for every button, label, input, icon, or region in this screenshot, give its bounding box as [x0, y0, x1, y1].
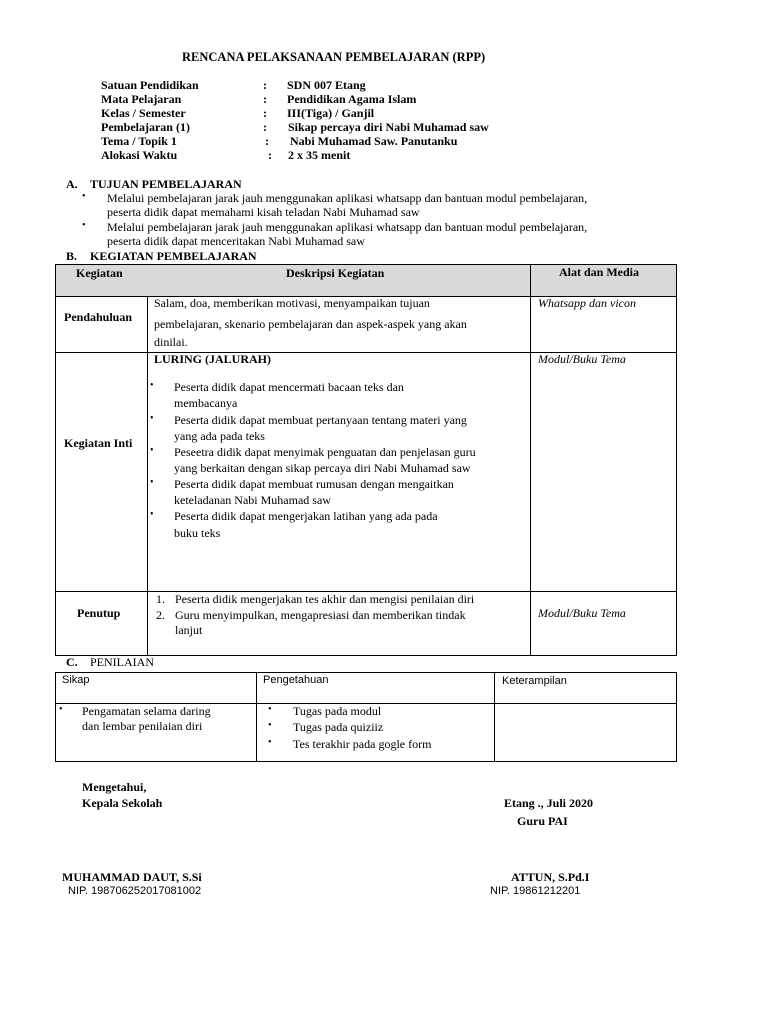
bullet-icon: • [268, 704, 272, 715]
signature-role: Kepala Sekolah [82, 796, 163, 810]
column-header: Alat dan Media [559, 265, 640, 279]
document-title: RENCANA PELAKSANAAN PEMBELAJARAN (RPP) [182, 50, 486, 64]
activity-step-line: keteladanan Nabi Muhamad saw [174, 493, 331, 507]
identity-separator: : [265, 134, 269, 148]
assessment-item: dan lembar penilaian diri [82, 719, 203, 733]
bullet-icon: • [82, 191, 86, 202]
activity-step-line: Peseetra didik dapat menyimak penguatan dan penjelasan guru [174, 445, 476, 459]
objective-line: Melalui pembelajaran jarak jauh menggunakan aplikasi whatsapp dan bantuan modul pembelajaran, [107, 220, 588, 234]
identity-label: Alokasi Waktu [101, 148, 178, 162]
identity-separator: : [263, 106, 267, 120]
activity-step-line: Peserta didik dapat membuat rumusan dengan mengaitkan [174, 477, 454, 491]
activity-label: Kegiatan Inti [64, 436, 133, 450]
table-rule [55, 672, 677, 673]
signature-nip: NIP. 198706252017081002 [68, 885, 202, 897]
column-header: Kegiatan [76, 266, 123, 280]
signature-place-date: Etang ., Juli 2020 [504, 796, 594, 810]
bullet-icon: • [59, 704, 63, 715]
table-rule [55, 264, 56, 656]
identity-value: Pendidikan Agama Islam [287, 92, 417, 106]
table-rule [676, 672, 677, 762]
bullet-icon: • [150, 413, 154, 424]
bullet-icon: • [150, 380, 154, 391]
table-rule [147, 296, 148, 656]
objective-line: peserta didik dapat memahami kisah teladan Nabi Muhamad saw [107, 205, 420, 219]
closing-step-number: 2. [156, 608, 165, 622]
signature-name: ATTUN, S.Pd.I [511, 870, 590, 884]
closing-step-number: 1. [156, 592, 165, 606]
identity-separator: : [263, 78, 267, 92]
section-a-heading: TUJUAN PEMBELAJARAN [90, 177, 242, 191]
activity-step-line: Peserta didik dapat membuat pertanyaan tentang materi yang [174, 413, 467, 427]
identity-value: III(Tiga) / Ganjil [287, 106, 375, 120]
activity-description-line: pembelajaran, skenario pembelajaran dan aspek-aspek yang akan [154, 317, 467, 331]
identity-label: Tema / Topik 1 [101, 134, 177, 148]
bullet-icon: • [150, 509, 154, 520]
activity-step-line: yang ada pada teks [174, 429, 265, 443]
table-rule [256, 672, 257, 762]
activity-step-line: Peserta didik dapat mengerjakan latihan yang ada pada [174, 509, 438, 523]
bullet-icon: • [268, 737, 272, 748]
activity-media: Modul/Buku Tema [538, 606, 626, 620]
assessment-item: Tugas pada quiziiz [293, 720, 384, 734]
identity-separator: : [263, 92, 267, 106]
activity-media: Modul/Buku Tema [538, 352, 626, 366]
signature-name: MUHAMMAD DAUT, S.Si [62, 870, 202, 884]
section-b-marker: B. [66, 249, 78, 263]
activity-step-line: buku teks [174, 526, 221, 540]
assessment-item: Tugas pada modul [293, 704, 382, 718]
identity-value: 2 x 35 menit [288, 148, 351, 162]
closing-step-line: Peserta didik mengerjakan tes akhir dan mengisi penilaian diri [175, 592, 475, 606]
table-rule [530, 264, 531, 656]
objective-line: Melalui pembelajaran jarak jauh menggunakan aplikasi whatsapp dan bantuan modul pembelajaran, [107, 191, 588, 205]
activity-label: Pendahuluan [64, 310, 133, 324]
activity-subheading: LURING (JALURAH) [154, 352, 271, 366]
signature-greeting: Mengetahui, [82, 780, 147, 794]
section-b-heading: KEGIATAN PEMBELAJARAN [90, 249, 257, 263]
section-c-marker: C. [66, 655, 78, 669]
assessment-item: Tes terakhir pada gogle form [293, 737, 432, 751]
closing-step-line: lanjut [175, 623, 203, 637]
identity-label: Mata Pelajaran [101, 92, 182, 106]
table-rule [676, 264, 677, 656]
column-header: Pengetahuan [263, 674, 329, 686]
section-a-marker: A. [66, 177, 78, 191]
activity-step-line: membacanya [174, 396, 238, 410]
identity-separator: : [263, 120, 267, 134]
section-c-heading: PENILAIAN [90, 655, 154, 669]
bullet-icon: • [150, 477, 154, 488]
signature-role: Guru PAI [517, 814, 568, 828]
identity-value: Sikap percaya diri Nabi Muhamad saw [288, 120, 489, 134]
activity-description-line: Salam, doa, memberikan motivasi, menyampaikan tujuan [154, 296, 430, 310]
activity-step-line: Peserta didik dapat mencermati bacaan teks dan [174, 380, 404, 394]
activity-label: Penutup [77, 606, 121, 620]
activity-step-line: yang berkaitan dengan sikap percaya diri Nabi Muhamad saw [174, 461, 471, 475]
table-rule [55, 761, 677, 762]
table-rule [55, 672, 56, 762]
column-header: Deskripsi Kegiatan [286, 266, 385, 280]
column-header: Keterampilan [502, 675, 567, 687]
identity-value: SDN 007 Etang [287, 78, 366, 92]
assessment-item: Pengamatan selama daring [82, 704, 211, 718]
bullet-icon: • [150, 445, 154, 456]
identity-value: Nabi Muhamad Saw. Panutanku [290, 134, 458, 148]
identity-label: Pembelajaran (1) [101, 120, 190, 134]
signature-nip: NIP. 19861212201 [490, 885, 581, 897]
activity-media: Whatsapp dan vicon [538, 296, 636, 310]
identity-separator: : [268, 148, 272, 162]
bullet-icon: • [268, 720, 272, 731]
table-rule [494, 672, 495, 762]
activity-description-line: dinilai. [154, 335, 188, 349]
identity-label: Kelas / Semester [101, 106, 186, 120]
column-header: Sikap [62, 674, 90, 686]
bullet-icon: • [82, 220, 86, 231]
identity-label: Satuan Pendidikan [101, 78, 199, 92]
closing-step-line: Guru menyimpulkan, mengapresiasi dan memberikan tindak [175, 608, 466, 622]
objective-line: peserta didik dapat menceritakan Nabi Muhamad saw [107, 234, 365, 248]
